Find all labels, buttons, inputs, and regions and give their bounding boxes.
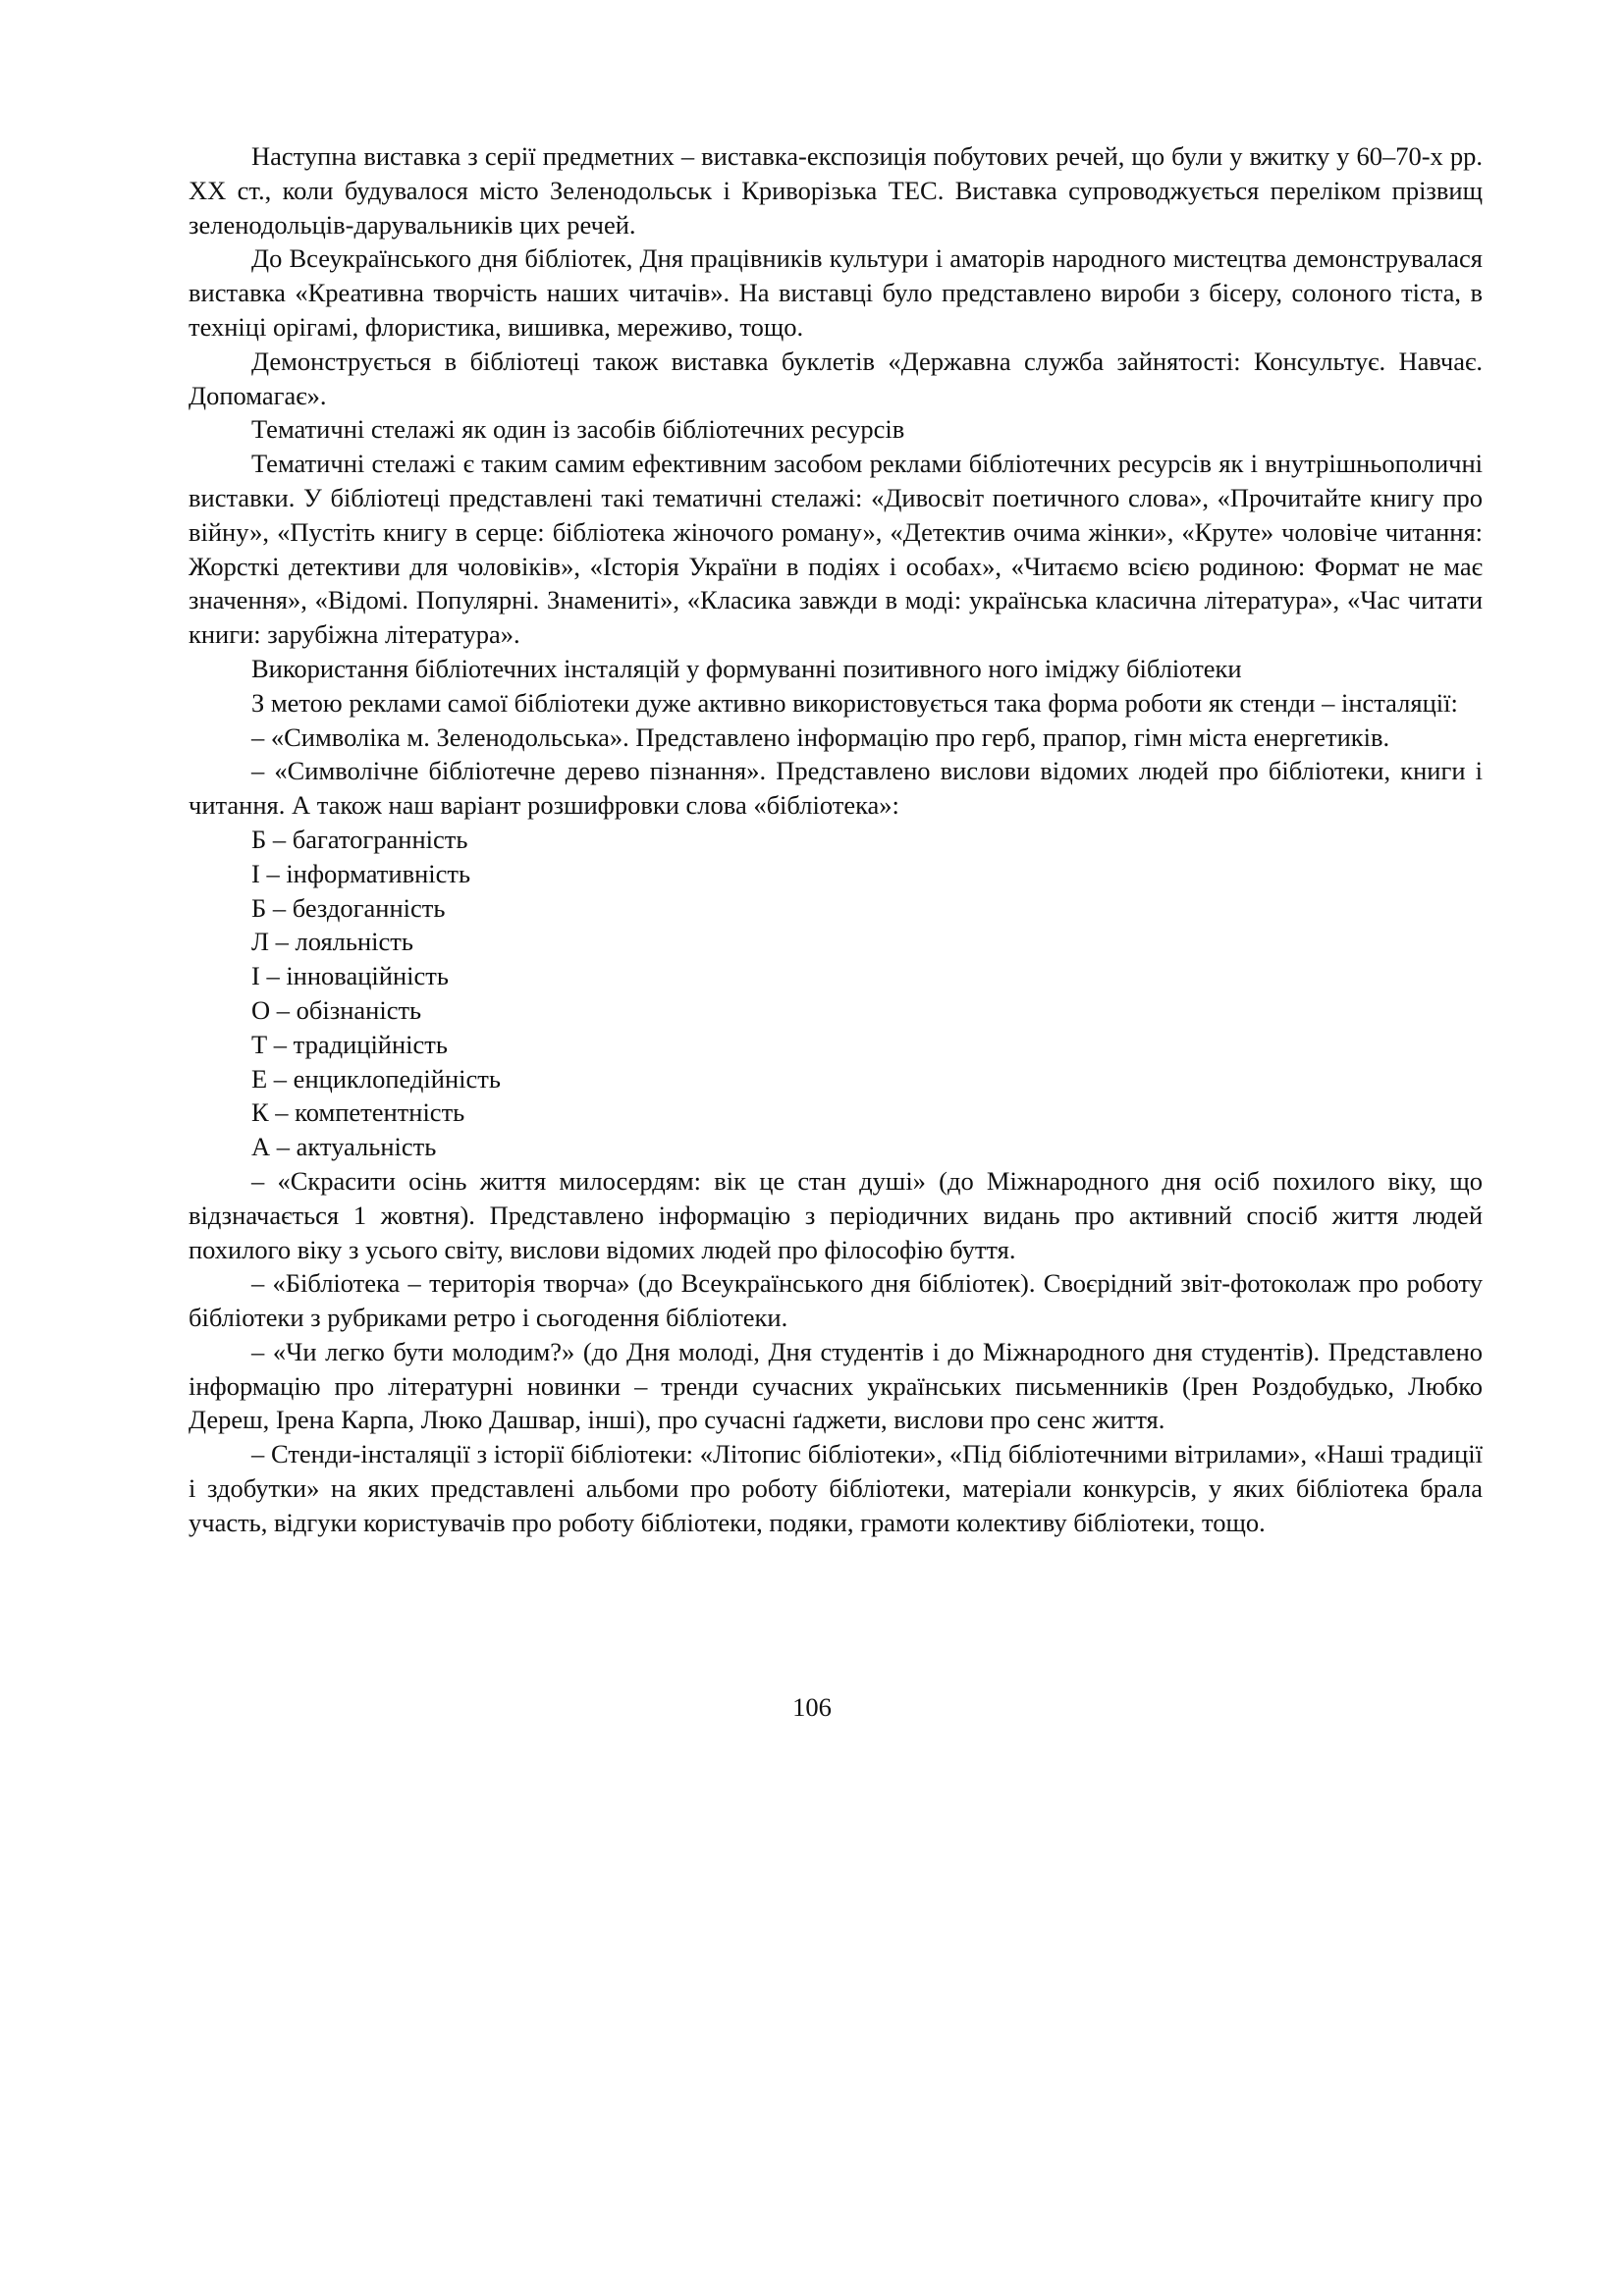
paragraph-thematic-shelves: Тематичні стелажі є таким самим ефективним засобом реклами бібліотечних ресурсів як і внутрішньополичні виставки. У бібліотеці представлені такі тематичні стелажі: «Дивосвіт поетичного слова», «Прочитайте книгу про війну», «Пустіть книгу в серце: бібліотека жіночого роману», «Детектив очима жінки», «Круте» чоловіче читання: Жорсткі детективи для чоловіків», «Історія України в подіях і особах», «Читаємо всією родиною: Формат не має значення», «Відомі. Популярні. Знамениті», «Класика завжди в моді: українська класична література», «Час читати книги: зарубіжна література». (189, 449, 1483, 650)
section-heading-thematic-shelves: Тематичні стелажі як один із засобів бібліотечних ресурсів (251, 414, 905, 445)
acrostic-line: Б – бездоганність (251, 892, 446, 923)
acrostic-list (189, 823, 1483, 1164)
acrostic-line: А – актуальність (251, 1132, 437, 1162)
paragraph-creative-exhibition: До Всеукраїнського дня бібліотек, Дня працівників культури і аматорів народного мистецтва демонструвалася виставка «Креативна творчість наших читачів». На виставці було представлено вироби з бісеру, солоного тіста, в техніці орігамі, флористика, вишивка, мереживо, тощо. (189, 243, 1483, 342)
list-item-symbolika: – «Символіка м. Зеленодольська». Представлено інформацію про герб, прапор, гімн міста енергетиків. (251, 721, 1390, 752)
list-item-young: – «Чи легко бути молодим?» (до Дня молоді, Дня студентів і до Міжнародного дня студентів). Представлено інформацію про літературні новинки – тренди сучасних українських письменників (Ірен Роздобудько, Любко Дереш, Ірена Карпа, Люко Дашвар, інші), про сучасні ґаджети, вислови про сенс життя. (189, 1336, 1483, 1435)
paragraph-booklet-exhibition: Демонструється в бібліотеці також виставка буклетів «Державна служба зайнятості: Консультує. Навчає. Допомагає». (189, 346, 1483, 410)
acrostic-line: І – інформативність (251, 858, 471, 888)
page-number: 106 (792, 1692, 832, 1722)
acrostic-line: О – обізнаність (251, 994, 422, 1025)
document-body (189, 139, 1483, 1540)
list-item-knowledge-tree: – «Символічне бібліотечне дерево пізнання». Представлено вислови відомих людей про бібліотеки, книги і читання. А також наш варіант розшифровки слова «бібліотека»: (189, 756, 1483, 821)
acrostic-line: Т – традиційність (251, 1029, 448, 1059)
paragraph-installations-intro: З метою реклами самої бібліотеки дуже активно використовується така форма роботи як стенди – інсталяції: (251, 687, 1458, 718)
acrostic-line: Л – лояльність (251, 927, 413, 957)
acrostic-line: І – інноваційність (251, 961, 449, 991)
section-heading-installations: Використання бібліотечних інсталяцій у формуванні позитивного ного іміджу бібліотеки (251, 653, 1242, 683)
acrostic-line: Е – енциклопедійність (251, 1063, 501, 1094)
acrostic-line: К – компетентність (251, 1097, 465, 1128)
list-item-autumn-of-life: – «Скрасити осінь життя милосердям: вік це стан душі» (до Міжнародного дня осіб похилого віку, що відзначається 1 жовтня). Представлено інформацію з періодичних видань про активний спосіб життя людей похилого віку з усього світу, вислови відомих людей про філософію буття. (189, 1165, 1483, 1264)
paragraph-household-exhibition: Наступна виставка з серії предметних – виставка-експозиція побутових речей, що були у вжитку у 60–70-х рр. ХХ ст., коли будувалося місто Зеленодольськ і Криворізька ТЕС. Виставка супроводжується переліком прізвищ зеленодольців-дарувальників цих речей. (189, 141, 1483, 240)
acrostic-line: Б – багатогранність (251, 824, 468, 854)
list-item-library-history: – Стенди-інсталяції з історії бібліотеки: «Літопис бібліотеки», «Під бібліотечними вітрилами», «Наші традиції і здобутки» на яких представлені альбоми про роботу бібліотеки, матеріали конкурсів, у яких бібліотека брала участь, відгуки користувачів про роботу бібліотеки, подяки, грамоти колективу бібліотеки, тощо. (189, 1439, 1483, 1537)
list-item-creative-territory: – «Бібліотека – територія творча» (до Всеукраїнського дня бібліотек). Своєрідний звіт-фотоколаж про роботу бібліотеки з рубриками ретро і сьогодення бібліотеки. (189, 1268, 1483, 1333)
